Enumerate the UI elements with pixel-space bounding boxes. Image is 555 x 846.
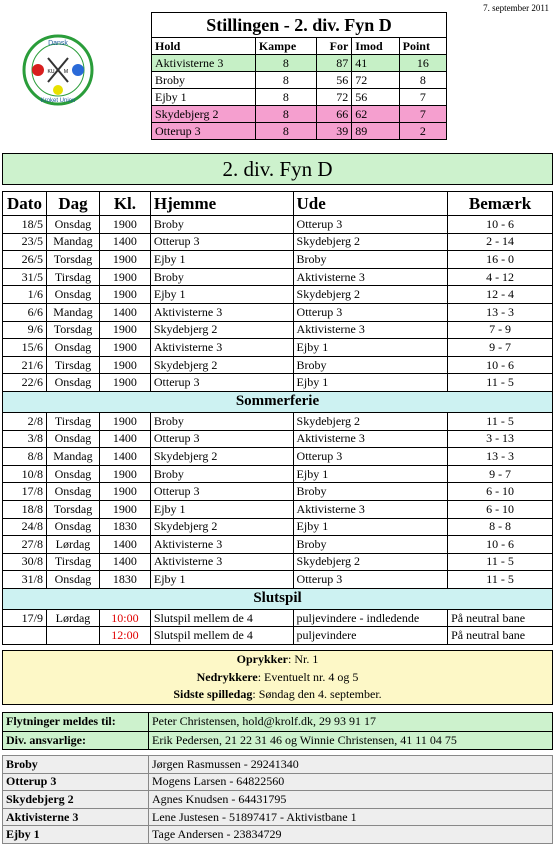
section-sommerferie: Sommerferie — [3, 391, 553, 412]
schedule-ude: Otterup 3 — [293, 571, 448, 589]
standings-row — [152, 89, 447, 106]
team-name: Aktivisterne 3 — [3, 808, 149, 826]
team-contact: Agnes Knudsen - 64431795 — [149, 791, 553, 809]
schedule-kl: 1830 — [99, 571, 150, 589]
schedule-dag: Onsdag — [46, 216, 99, 234]
schedule-dag: Onsdag — [46, 374, 99, 392]
schedule-hjemme: Broby — [150, 268, 293, 286]
schedule-ude: Otterup 3 — [293, 216, 448, 234]
contact-value-ansvarlige: Erik Pedersen, 21 22 31 46 og Winnie Christensen, 41 11 04 75 — [149, 731, 553, 750]
schedule-dato: 10/8 — [3, 465, 47, 483]
standings-row — [152, 123, 447, 140]
col-dag: Dag — [46, 192, 99, 216]
schedule-hjemme: Aktivisterne 3 — [150, 553, 293, 571]
schedule-row — [3, 518, 553, 536]
schedule-bemaerk: På neutral bane — [448, 627, 553, 645]
schedule-hjemme: Broby — [150, 465, 293, 483]
schedule-dag: Tirsdag — [46, 553, 99, 571]
schedule-ude: Aktivisterne 3 — [293, 321, 448, 339]
schedule-ude: Aktivisterne 3 — [293, 500, 448, 518]
schedule-row — [3, 286, 553, 304]
schedule-kl: 1900 — [99, 374, 150, 392]
schedule-row — [3, 627, 553, 645]
standings-row — [152, 106, 447, 123]
schedule-bemaerk: 9 - 7 — [448, 339, 553, 357]
schedule-hjemme: Otterup 3 — [150, 374, 293, 392]
schedule-kl: 1830 — [99, 518, 150, 536]
schedule-dato — [3, 627, 47, 645]
standings-imod: 72 — [352, 72, 399, 89]
info-sidste-spilledag: Sidste spilledag: Søndag den 4. september. — [173, 687, 382, 701]
schedule-hjemme: Aktivisterne 3 — [150, 303, 293, 321]
schedule-kl: 1400 — [99, 303, 150, 321]
schedule-dag: Torsdag — [46, 500, 99, 518]
schedule-bemaerk: 7 - 9 — [448, 321, 553, 339]
schedule-ude: Ejby 1 — [293, 374, 448, 392]
svg-text:M: M — [63, 69, 69, 75]
schedule-dato: 21/6 — [3, 356, 47, 374]
schedule-row — [3, 268, 553, 286]
standings-team: Otterup 3 — [152, 123, 256, 140]
schedule-dag: Torsdag — [46, 251, 99, 269]
schedule-hjemme: Skydebjerg 2 — [150, 448, 293, 466]
schedule-kl: 1900 — [99, 500, 150, 518]
schedule-dato: 22/6 — [3, 374, 47, 392]
schedule-dag: Tirsdag — [46, 412, 99, 430]
schedule-hjemme: Aktivisterne 3 — [150, 339, 293, 357]
schedule-ude: Otterup 3 — [293, 448, 448, 466]
schedule-kl: 10:00 — [99, 609, 150, 627]
schedule-dato: 27/8 — [3, 536, 47, 554]
document-date: 7. september 2011 — [483, 3, 549, 13]
standings-kampe: 8 — [255, 72, 316, 89]
info-nedrykkere: Nedrykkere: Eventuelt nr. 4 og 5 — [196, 669, 359, 684]
schedule-ude: Skydebjerg 2 — [293, 412, 448, 430]
schedule-ude: Broby — [293, 251, 448, 269]
team-contact: Lene Justesen - 51897417 - Aktivistbane 1 — [149, 808, 553, 826]
standings-team: Skydebjerg 2 — [152, 106, 256, 123]
col-kl: Kl. — [99, 192, 150, 216]
standings-for: 39 — [316, 123, 351, 140]
schedule-hjemme: Broby — [150, 412, 293, 430]
schedule-dag — [46, 627, 99, 645]
schedule-dag: Tirsdag — [46, 268, 99, 286]
schedule-dag: Onsdag — [46, 483, 99, 501]
schedule-ude: puljevindere - indledende — [293, 609, 448, 627]
svg-text:Dansk: Dansk — [48, 40, 68, 47]
schedule-dato: 17/8 — [3, 483, 47, 501]
schedule-bemaerk: 2 - 14 — [448, 233, 553, 251]
schedule-table — [2, 191, 553, 645]
schedule-kl: 1900 — [99, 412, 150, 430]
standings-header-row — [152, 38, 447, 55]
schedule-hjemme: Otterup 3 — [150, 430, 293, 448]
standings-table — [151, 12, 447, 140]
standings-kampe: 8 — [255, 123, 316, 140]
schedule-bemaerk: 4 - 12 — [448, 268, 553, 286]
schedule-bemaerk: 8 - 8 — [448, 518, 553, 536]
standings-team: Aktivisterne 3 — [152, 55, 256, 72]
schedule-dato: 1/6 — [3, 286, 47, 304]
team-name: Skydebjerg 2 — [3, 791, 149, 809]
schedule-dag: Torsdag — [46, 321, 99, 339]
col-bemaerk: Bemærk — [448, 192, 553, 216]
schedule-header-row — [3, 192, 553, 216]
schedule-ude: Skydebjerg 2 — [293, 553, 448, 571]
schedule-dato: 9/6 — [3, 321, 47, 339]
standings-imod: 62 — [352, 106, 399, 123]
schedule-dato: 23/5 — [3, 233, 47, 251]
info-oprykker: Oprykker: Nr. 1 — [236, 652, 319, 666]
schedule-kl: 1900 — [99, 339, 150, 357]
schedule-ude: puljevindere — [293, 627, 448, 645]
schedule-bemaerk: 10 - 6 — [448, 356, 553, 374]
schedule-kl: 1900 — [99, 286, 150, 304]
schedule-kl: 1400 — [99, 430, 150, 448]
schedule-dato: 26/5 — [3, 251, 47, 269]
schedule-hjemme: Ejby 1 — [150, 251, 293, 269]
schedule-row — [3, 233, 553, 251]
schedule-hjemme: Ejby 1 — [150, 500, 293, 518]
schedule-ude: Aktivisterne 3 — [293, 268, 448, 286]
section-slutspil: Slutspil — [3, 588, 553, 609]
col-kampe: Kampe — [255, 38, 316, 55]
schedule-bemaerk: 11 - 5 — [448, 553, 553, 571]
col-point: Point — [399, 38, 446, 55]
schedule-hjemme: Aktivisterne 3 — [150, 536, 293, 554]
standings-point: 2 — [399, 123, 446, 140]
team-name: Broby — [3, 756, 149, 774]
schedule-dato: 30/8 — [3, 553, 47, 571]
schedule-ude: Broby — [293, 483, 448, 501]
standings-point: 7 — [399, 89, 446, 106]
schedule-row — [3, 500, 553, 518]
schedule-hjemme: Skydebjerg 2 — [150, 356, 293, 374]
schedule-ude: Otterup 3 — [293, 303, 448, 321]
schedule-dag: Onsdag — [46, 571, 99, 589]
schedule-ude: Ejby 1 — [293, 465, 448, 483]
svg-text:KU: KU — [47, 69, 55, 75]
schedule-bemaerk: 11 - 5 — [448, 374, 553, 392]
schedule-kl: 1400 — [99, 233, 150, 251]
contact-value-flytninger: Peter Christensen, hold@krolf.dk, 29 93 91 17 — [149, 713, 553, 732]
schedule-ude: Aktivisterne 3 — [293, 430, 448, 448]
schedule-row — [3, 465, 553, 483]
schedule-row — [3, 571, 553, 589]
schedule-bemaerk: 10 - 6 — [448, 536, 553, 554]
schedule-row — [3, 412, 553, 430]
standings-row — [152, 55, 447, 72]
standings-imod: 56 — [352, 89, 399, 106]
schedule-kl: 1900 — [99, 268, 150, 286]
svg-text:Kroket Union: Kroket Union — [40, 98, 76, 104]
schedule-row — [3, 303, 553, 321]
schedule-kl: 1900 — [99, 321, 150, 339]
col-imod: Imod — [352, 38, 399, 55]
schedule-kl: 1400 — [99, 553, 150, 571]
schedule-kl: 12:00 — [99, 627, 150, 645]
schedule-bemaerk: 12 - 4 — [448, 286, 553, 304]
schedule-kl: 1900 — [99, 483, 150, 501]
standings-point: 8 — [399, 72, 446, 89]
standings-for: 72 — [316, 89, 351, 106]
schedule-dag: Mandag — [46, 303, 99, 321]
schedule-ude: Broby — [293, 356, 448, 374]
schedule-dag: Mandag — [46, 448, 99, 466]
standings-for: 56 — [316, 72, 351, 89]
schedule-bemaerk: På neutral bane — [448, 609, 553, 627]
standings-kampe: 8 — [255, 89, 316, 106]
schedule-hjemme: Otterup 3 — [150, 233, 293, 251]
schedule-ude: Skydebjerg 2 — [293, 286, 448, 304]
contact-table — [2, 712, 553, 750]
team-contact-row — [3, 808, 553, 826]
schedule-hjemme: Otterup 3 — [150, 483, 293, 501]
team-name: Otterup 3 — [3, 773, 149, 791]
schedule-bemaerk: 6 - 10 — [448, 483, 553, 501]
schedule-bemaerk: 11 - 5 — [448, 412, 553, 430]
club-logo — [22, 34, 94, 106]
schedule-dato: 17/9 — [3, 609, 47, 627]
schedule-ude: Ejby 1 — [293, 518, 448, 536]
schedule-dag: Lørdag — [46, 536, 99, 554]
standings-imod: 41 — [352, 55, 399, 72]
standings-point: 16 — [399, 55, 446, 72]
team-contact-row — [3, 791, 553, 809]
schedule-row — [3, 553, 553, 571]
schedule-dato: 31/5 — [3, 268, 47, 286]
team-contact-row — [3, 773, 553, 791]
schedule-hjemme: Ejby 1 — [150, 571, 293, 589]
team-contact: Jørgen Rasmussen - 29241340 — [149, 756, 553, 774]
schedule-row — [3, 216, 553, 234]
schedule-ude: Ejby 1 — [293, 339, 448, 357]
standings-imod: 89 — [352, 123, 399, 140]
schedule-dag: Onsdag — [46, 286, 99, 304]
schedule-kl: 1900 — [99, 216, 150, 234]
contact-label-ansvarlige: Div. ansvarlige: — [3, 731, 149, 750]
col-hjemme: Hjemme — [150, 192, 293, 216]
schedule-dag: Onsdag — [46, 430, 99, 448]
standings-row — [152, 72, 447, 89]
schedule-dato: 2/8 — [3, 412, 47, 430]
schedule-bemaerk: 16 - 0 — [448, 251, 553, 269]
standings-team: Ejby 1 — [152, 89, 256, 106]
standings-point: 7 — [399, 106, 446, 123]
schedule-dato: 31/8 — [3, 571, 47, 589]
col-ude: Ude — [293, 192, 448, 216]
schedule-row — [3, 356, 553, 374]
schedule-bemaerk: 9 - 7 — [448, 465, 553, 483]
schedule-dato: 18/8 — [3, 500, 47, 518]
schedule-row — [3, 339, 553, 357]
team-contact: Tage Andersen - 23834729 — [149, 826, 553, 844]
schedule-dato: 3/8 — [3, 430, 47, 448]
schedule-row — [3, 321, 553, 339]
schedule-dag: Onsdag — [46, 465, 99, 483]
schedule-hjemme: Skydebjerg 2 — [150, 321, 293, 339]
schedule-hjemme: Broby — [150, 216, 293, 234]
schedule-hjemme: Slutspil mellem de 4 — [150, 609, 293, 627]
schedule-dag: Mandag — [46, 233, 99, 251]
schedule-dato: 24/8 — [3, 518, 47, 536]
schedule-kl: 1900 — [99, 356, 150, 374]
standings-for: 66 — [316, 106, 351, 123]
schedule-dag: Lørdag — [46, 609, 99, 627]
info-box — [2, 650, 553, 705]
schedule-kl: 1400 — [99, 536, 150, 554]
team-contact-row — [3, 756, 553, 774]
schedule-dato: 6/6 — [3, 303, 47, 321]
standings-kampe: 8 — [255, 55, 316, 72]
schedule-hjemme: Slutspil mellem de 4 — [150, 627, 293, 645]
schedule-bemaerk: 3 - 13 — [448, 430, 553, 448]
schedule-row — [3, 448, 553, 466]
schedule-ude: Skydebjerg 2 — [293, 233, 448, 251]
standings-for: 87 — [316, 55, 351, 72]
schedule-row — [3, 251, 553, 269]
standings-kampe: 8 — [255, 106, 316, 123]
schedule-hjemme: Ejby 1 — [150, 286, 293, 304]
standings-title: Stillingen - 2. div. Fyn D — [152, 13, 447, 38]
schedule-kl: 1900 — [99, 251, 150, 269]
schedule-kl: 1900 — [99, 465, 150, 483]
schedule-dato: 15/6 — [3, 339, 47, 357]
schedule-dag: Tirsdag — [46, 356, 99, 374]
contact-label-flytninger: Flytninger meldes til: — [3, 713, 149, 732]
col-dato: Dato — [3, 192, 47, 216]
schedule-dato: 18/5 — [3, 216, 47, 234]
schedule-hjemme: Skydebjerg 2 — [150, 518, 293, 536]
standings-team: Broby — [152, 72, 256, 89]
division-banner: 2. div. Fyn D — [2, 153, 553, 185]
team-contact-row — [3, 826, 553, 844]
team-name: Ejby 1 — [3, 826, 149, 844]
schedule-kl: 1400 — [99, 448, 150, 466]
schedule-dag: Onsdag — [46, 518, 99, 536]
schedule-row — [3, 536, 553, 554]
schedule-row — [3, 609, 553, 627]
schedule-bemaerk: 13 - 3 — [448, 303, 553, 321]
schedule-row — [3, 483, 553, 501]
team-contacts-table — [2, 755, 553, 844]
schedule-dag: Onsdag — [46, 339, 99, 357]
col-hold: Hold — [152, 38, 256, 55]
schedule-dato: 8/8 — [3, 448, 47, 466]
schedule-ude: Broby — [293, 536, 448, 554]
col-for: For — [316, 38, 351, 55]
team-contact: Mogens Larsen - 64822560 — [149, 773, 553, 791]
schedule-row — [3, 374, 553, 392]
schedule-bemaerk: 6 - 10 — [448, 500, 553, 518]
schedule-bemaerk: 13 - 3 — [448, 448, 553, 466]
schedule-row — [3, 430, 553, 448]
schedule-bemaerk: 11 - 5 — [448, 571, 553, 589]
schedule-bemaerk: 10 - 6 — [448, 216, 553, 234]
